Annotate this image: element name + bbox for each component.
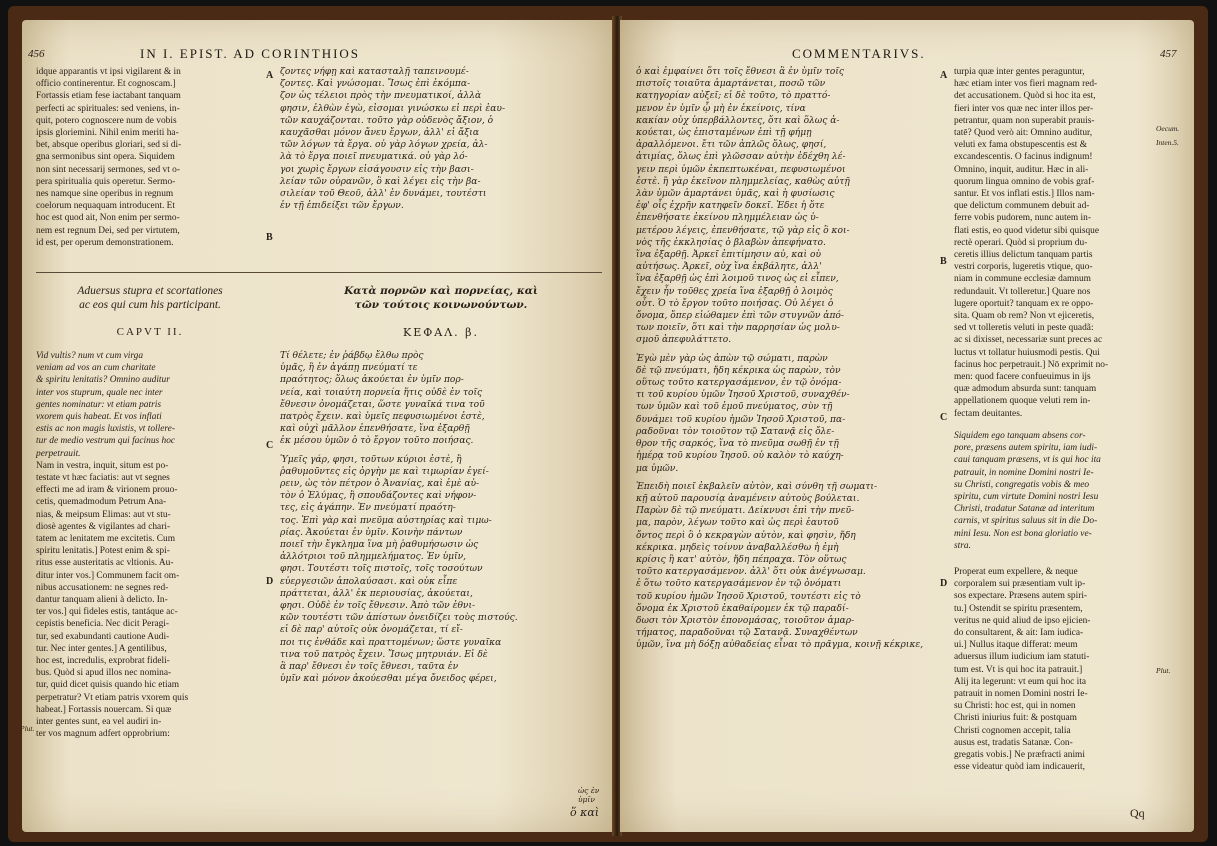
margin-note-greek: ὡς ἐν ὑμῖν: [578, 786, 600, 804]
text-line: ρίας. Ἀκούεται ἐν ὑμῖν. Κοινὴν πάντων: [280, 527, 463, 538]
text-line: facinus hoc perpetrauit.] Nō exprimit no-: [954, 359, 1109, 370]
text-line: nias, & meipsum Elimas: aut vt stu-: [36, 509, 171, 520]
text-line: ὑμᾶς, ἢ ἐν ἀγάπῃ πνεύματί τε: [280, 363, 418, 374]
text-line: τοῦτο κατεργασάμενον. ἀλλ' ὅτι οὐκ ἀνέγνωσαμ.: [636, 567, 866, 578]
text-line: τῶν καυχάζονται. τοῦτο γὰρ οὐδενὸς ἄξιον, ὁ: [280, 115, 494, 126]
text-line: stra.: [954, 540, 971, 551]
margin-letter-a: A: [266, 70, 274, 81]
text-line: excandescentis. O facinus indignum!: [954, 152, 1093, 163]
caput-latin: CAPVT II.: [116, 326, 184, 338]
text-line: ἐν τῇ ἐπιδείξει τῶν ἔργων.: [280, 201, 404, 212]
text-line: veniam ad vos an cum charitate: [36, 363, 156, 374]
text-line: Τί θέλετε; ἐν ῥάβδῳ ἔλθω πρὸς: [280, 351, 424, 361]
text-line: caui tanquam præsens, vt is qui hoc ita: [954, 455, 1101, 466]
greek-column-top: [280, 66, 602, 212]
text-line: quorum lingua omnino de vobis graf-: [954, 176, 1095, 187]
text-line: ἵνα ἐξαρθῇ ὡς ἐπὶ λοιμοῦ τινος ὡς εἰ εἶπεν,: [636, 274, 839, 285]
latin-column-top: [954, 66, 1152, 420]
text-line: ἔχειν ἦν τοῦθες χρεία ἵνα ἐξαρθῇ ὁ λοιμὸς: [636, 286, 833, 297]
text-line: gregatis vobis.] Ne præfracti animi: [954, 750, 1085, 761]
text-line: σμοῦ ἀπεφυλάττετο.: [636, 335, 732, 346]
text-line: tatē? Quod verò ait: Omnino auditur,: [954, 128, 1093, 139]
text-line: οὗτ. Ὁ τὸ ἔργον τοῦτο ποιήσας. Οὐ λέγει ὁ: [636, 298, 834, 309]
text-line: aduersus illum iudicium iam statuti-: [954, 652, 1090, 663]
text-line: λὰν ὑμῶν ἀμαρτάνει ὑμᾶς, καὶ ἡ φυσίωσις: [636, 189, 835, 200]
greek-column: [636, 66, 936, 652]
text-line: do consultarent, & ait: Iam iudica-: [954, 628, 1084, 639]
text-line: nem est regnum Dei, sed per virtutem,: [36, 225, 180, 236]
title-line: ac eos qui cum his participant.: [79, 299, 221, 311]
text-line: ter vos.] qui fideles estis, tantáque ac-: [36, 607, 178, 618]
text-line: ritus esse austeritatis ac vltionis. Au-: [36, 558, 174, 569]
text-line: ἐπενθήσατε ἐκείνου πλημμέλειαν ὡς ὑ-: [636, 213, 819, 224]
text-line: ἀλλότριοι τοῦ πλημμελήματος. Ἐν ὑμῖν,: [280, 552, 467, 563]
section-title-greek: [280, 284, 602, 312]
caput-greek: ΚΕΦΑΛ. β.: [402, 326, 479, 339]
text-line: κακίαν οὐχ ὑπερβάλλοντες, ὅτι καὶ ὅλως ἀ-: [636, 115, 840, 126]
text-line: rectè operari. Quòd si proprium du-: [954, 237, 1088, 248]
text-line: tur, quid dicet quisis quando hic etiam: [36, 680, 180, 691]
text-line: ζοντες. Καὶ γνώσομαι. Ἴσως ἐπὶ ἐκόμπα-: [280, 79, 471, 90]
text-line: τήματος, παραδοῦναι τῷ Σατανᾷ. Συναχθέντων: [636, 628, 858, 639]
text-line: Christi cognomen accepit, talia: [954, 725, 1071, 736]
text-line: εὐεργεσιῶν ἀπολαύσασι. καὶ οὐκ εἶπε: [280, 576, 458, 587]
text-line: ρειν, ὡς τὸν πέτρον ὁ Ἀνανίας, καὶ ἐμὲ αὐ-: [280, 479, 480, 490]
catchword: ὅ καὶ: [570, 806, 600, 819]
text-line: ac si dixisset, necessariæ sunt preces ac: [954, 335, 1103, 346]
text-line: ter vos magnum adfert opprobrium:: [36, 729, 170, 740]
text-line: carnis, vt spiritus saluus sit in die Do-: [954, 516, 1098, 527]
page-number: 457: [1160, 48, 1177, 60]
text-line: τες, εἰς ἀγάπην. Ἐν πνεύματί πραότη-: [280, 503, 456, 514]
margin-letter-d: D: [940, 578, 948, 589]
running-head: IN I. EPIST. AD CORINTHIOS: [140, 46, 361, 61]
text-line: ζον ὡς τέλειοι πρὸς τὴν πνευματικοί, ἀλλὰ: [280, 91, 482, 102]
text-line: ὄντος περὶ ὃ ὁ κεκραγὼν αὐτὸν, καὶ φησὶν, ἤδη: [636, 530, 856, 541]
text-line: quæ admodum absurda sunt: tanquam: [954, 384, 1097, 395]
text-line: φησιν, ἐλθὼν ἐγὼ, εἰσομαι γινώσκω εἰ περὶ ἑαυ-: [280, 103, 506, 114]
margin-note-plut: Plut.: [1156, 666, 1171, 675]
text-line: perpetrauit.: [36, 448, 81, 459]
margin-letter-c: C: [266, 440, 274, 451]
text-line: luctus vt tollatur huiusmodi pestis. Qui: [954, 347, 1100, 358]
text-line: su Christi, congregatis vobis & meo: [954, 479, 1090, 490]
latin-italic-text: [954, 430, 1152, 552]
text-line: testate vt hæc faciatis: aut vt segnes: [36, 473, 170, 484]
text-line: δὲ τῷ πνεύματι, ἤδη κέκρικα ὡς παρὼν, τὸν: [636, 365, 841, 376]
text-line: corporalem sui præsentiam vult ip-: [954, 579, 1086, 590]
text-line: mini Iesu. Non est bona gloriatio ve-: [954, 528, 1092, 539]
text-line: Παρὼν δὲ τῷ πνεύματι. Δείκνυσι ἐπὶ τὴν πνεῦ-: [636, 506, 855, 517]
running-head: COMMENTARIVS.: [792, 46, 926, 61]
margin-letter-d: D: [266, 576, 274, 587]
text-line: appellationem quoque veluti rem in-: [954, 396, 1091, 407]
text-line: estis ac non magis luxistis, vt tollere-: [36, 424, 175, 435]
text-line: ipsis gloriemini. Nihil enim meriti ha-: [36, 128, 179, 139]
text-line: τῶν λόγων τὰ ἔργα. οὐ γὰρ λόγων χρεία, ἀλ-: [280, 140, 488, 151]
text-line: ἡμέρᾳ τοῦ κυρίου Ἰησοῦ. οὐ καλὸν τὸ καύχη-: [636, 451, 844, 462]
text-line: ῥαθυμοῦντες εἰς ὀργὴν με καὶ τιμωρίαν ἐγεί-: [280, 466, 489, 477]
text-line: νὸς τῆς ἐκκλησίας ὁ βλαβὼν ἀπεφήνατο.: [636, 237, 826, 248]
text-line: effecti me ad iram & virionem prouo-: [36, 485, 178, 496]
text-line: Christi, tradatur Satanæ ad interitum: [954, 504, 1095, 515]
text-line: dantur tanquam alieni à delicto. In-: [36, 595, 168, 606]
text-line: των ὑμῶν καὶ τοῦ ἐμοῦ πνεύματος, σὺν τῇ: [636, 402, 833, 413]
text-line: τὸν ὁ Ἐλύμας, ἢ σπουδάζοντες καὶ νήφον-: [280, 491, 477, 502]
text-line: κέκρικα. μηδεὶς τοίνυν ἀναβαλλέσθω ἡ ἐμὴ: [636, 542, 839, 553]
text-line: det accusationem. Quòd si hoc ita est,: [954, 91, 1096, 102]
text-line: perpetratur? Vt etiam patris vxorem quis: [36, 692, 189, 703]
text-line: turpia quæ inter gentes peraguntur,: [954, 67, 1085, 77]
text-line: Siquidem ego tanquam absens cor-: [954, 431, 1086, 441]
text-line: su Christi: hoc est, qui in nomen: [954, 701, 1076, 712]
text-line: vestri corporis, lugeretis vtique, quo-: [954, 262, 1093, 273]
text-line: tur, sed exabundanti cautione Audi-: [36, 631, 170, 642]
text-line: Alij ita legerunt: vt eum qui hoc ita: [954, 676, 1087, 687]
text-line: idque apparantis vt ipsi vigilarent & in: [36, 67, 181, 77]
text-line: sita. Quam ob rem? Non vt ejiceretis,: [954, 311, 1095, 322]
text-line: cetis, quemadmodum Petrum Ana-: [36, 497, 167, 508]
text-line: ausus est, tradatis Satanæ. Con-: [954, 737, 1073, 748]
section-title-latin: [36, 284, 264, 312]
text-line: των ποιεῖν, ὅτι καὶ τὴν παρρησίαν ὡς μολυ-: [636, 323, 840, 334]
text-line: ὄνομα ἐκ Χριστοῦ ἐκαθαίρομεν ἐκ τῷ παραδί-: [636, 603, 849, 614]
catchword: Qq: [1130, 806, 1145, 820]
margin-letter-b: B: [940, 256, 947, 267]
text-line: hoc est quod ait, Non enim per sermo-: [36, 213, 180, 224]
text-line: gna sermonibus sint opera. Siquidem: [36, 152, 175, 163]
text-line: cepistis beneficia. Nec dicit Peragi-: [36, 619, 170, 630]
text-line: Ἐγὼ μὲν γὰρ ὡς ἀπὼν τῷ σώματι, παρὼν: [636, 353, 828, 364]
text-line: ποι τις ἐνθάδε καὶ πραττομένων; ὥστε γυναῖκα: [280, 637, 502, 648]
text-line: Nam in vestra, inquit, situm est po-: [36, 460, 169, 471]
text-line: sos expectare. Præsens autem spiri-: [954, 591, 1088, 602]
text-line: αὐτήσως. Ἀρκεῖ, οὐχ ἵνα ἐκβάλητε, ἀλλ': [636, 262, 822, 273]
text-line: καὶ οὐχὶ μᾶλλον ἐπενθήσατε, ἵνα ἐξαρθῇ: [280, 424, 470, 435]
text-line: perfecti ac spirituales: sed veniens, in-: [36, 103, 180, 114]
text-line: δυνάμει τοῦ κυρίου ἡμῶν Ἰησοῦ Χριστοῦ, πα-: [636, 414, 846, 425]
text-line: γοι χωρὶς ἔργων εἰσάγουσιν εἰς τὴν βασι-: [280, 164, 474, 175]
text-line: tur de medio vestrum qui facinus hoc: [36, 436, 176, 447]
title-line: τῶν τούτοις κοινωνούντων.: [354, 299, 528, 311]
text-line: redundauit. Vt tolleretur.] Quare nos: [954, 286, 1091, 297]
text-line: λὰ τὸ ἔργα ποιεῖ πνευματικά. οὐ γὰρ λό-: [280, 152, 468, 163]
text-line: hoc est, incredulis, exprobrat fideli-: [36, 656, 170, 667]
latin-column-top: [36, 66, 264, 249]
text-line: spiritu, cum virtute Domini nostri Iesu: [954, 492, 1099, 503]
text-line: gentes nominatur: vt etiam patris: [36, 399, 161, 410]
text-line: inter vos stuprum, quale nec inter: [36, 387, 163, 398]
text-line: Vid vultis? num vt cum virga: [36, 351, 144, 361]
text-line: spiritu lenitatis.] Potest enim & spi-: [36, 546, 170, 557]
text-line: ὑμῶν, ἵνα μὴ δόξῃ αὐθαδείας εἶναι τὸ πρᾶγμα, κοινῇ κέκρικε,: [636, 640, 924, 651]
text-line: ραδοῦναι τὸν τοιοῦτον τῷ Σατανᾷ εἰς ὄλε-: [636, 426, 835, 437]
text-line: οὕτως τοῦτο κατεργασάμενον, ἐν τῷ ὀνόμα-: [636, 378, 842, 389]
text-line: ceretis illius delictum tanquam partis: [954, 250, 1093, 261]
text-line: santur. Et vos inflati estis.] Illos nam-: [954, 189, 1095, 200]
text-line: κῶν τουτέστι τῶν ἀπίστων ὀνειδίζει τοὺς πιστούς.: [280, 613, 518, 624]
text-line: κρίσις ἢ κατ' αὐτὸν, ἤδη πέπραχα. Τὸν οὕτως: [636, 554, 847, 565]
text-line: καυχᾶσθαι μόνον ἄνευ ἔργων, ἀλλ' εἰ ἄξια: [280, 128, 479, 139]
text-line: ἔθνεσιν ὀνομάζεται, ὥστε γυναῖκά τινα τοῦ: [280, 399, 485, 410]
book-spread: [8, 6, 1208, 842]
text-line: θρον τῆς σαρκός, ἵνα τὸ πνεῦμα σωθῇ ἐν τῇ: [636, 439, 839, 450]
text-line: tu.] Ostendit se spiritu præsentem,: [954, 603, 1083, 614]
greek-column-bottom: [280, 350, 602, 685]
text-line: ὄνομα, ὅπερ εἰώθαμεν ἐπὶ τῶν στυγνῶν ἀπό-: [636, 311, 844, 322]
text-line: φησι. Οὐδὲ ἐν τοῖς ἔθνεσιν. Ἀπὸ τῶν ἐθνι-: [280, 601, 476, 612]
text-line: ὑμῖν καὶ μόνον ἀκούεσθαι μέγα ὄνειδος φέρει,: [280, 674, 497, 685]
text-line: pore, præsens autem spiritu, iam iudi-: [954, 443, 1098, 454]
text-line: τι τοῦ κυρίου ὑμῶν Ἰησοῦ Χριστοῦ, συναχθέν-: [636, 390, 850, 401]
text-line: τινα τοῦ πατρὸς ἔχειν. Ἴσως μητρυιάν. Εἰ δὲ: [280, 649, 488, 660]
left-page: [22, 20, 614, 832]
text-line: ἐ ὅτω τοῦτο κατεργασάμενον ἐν τῷ ὀνόματι: [636, 579, 842, 590]
text-line: μετέρου λέγεις, ἐπενθήσατε, τῷ γὰρ εἰς ὃ κοι-: [636, 225, 850, 236]
text-line: vxorem quis habeat. Et vos inflati: [36, 412, 162, 423]
text-line: men: quod facere confueuimus in ijs: [954, 372, 1091, 383]
text-line: non sint necessarij sermones, sed vt o-: [36, 164, 180, 175]
page-number: 456: [28, 48, 45, 60]
text-line: Properat eum expellere, & neque: [954, 567, 1078, 577]
margin-letter-c: C: [940, 412, 948, 423]
text-line: lugere oportuit? tanquam ex re oppo-: [954, 298, 1094, 309]
text-line: μα ὑμῶν.: [636, 463, 679, 474]
text-line: id est, per operum demonstrationem.: [36, 237, 174, 248]
text-line: & spiritu lenitatis? Omnino auditur: [36, 375, 170, 386]
text-line: γειν περὶ ὑμῶν ἐκπεπτωκέναι, πεφυσιωμένοι: [636, 164, 846, 175]
text-line: habeat.] Fortassis nouercam. Si quæ: [36, 704, 172, 715]
text-line: τος. Ἐπὶ γὰρ καὶ πνεῦμα αὐστηρίας καὶ τιμω-: [280, 515, 492, 526]
text-line: δωσι τὸν Χριστὸν ἐπονομάσας, τοιοῦτον ἁμαρ-: [636, 615, 855, 626]
title-line: Aduersus stupra et scortationes: [77, 285, 223, 297]
text-line: τοῦ κυρίου ἡμῶν Ἰησοῦ Χριστοῦ, τουτέστι εἰς τὸ: [636, 591, 861, 602]
text-line: λείαν τῶν οὐρανῶν, ὃ καὶ λέγει εἰς τὴν βα-: [280, 176, 481, 187]
text-line: Ἐπειδὴ ποιεῖ ἐκβαλεῖν αὐτὸν, καὶ σύνθη τῇ σωματι-: [636, 481, 878, 492]
text-line: veluti ex fama obstupescentis est &: [954, 140, 1088, 151]
text-line: fieri inter vos quæ nec inter illos per-: [954, 103, 1094, 114]
text-line: ἐκ μέσου ὑμῶν ὁ τὸ ἔργον τοῦτο ποιήσας.: [280, 436, 474, 447]
text-line: pera spiritualia quis operetur. Sermo-: [36, 176, 176, 187]
margin-note-inten: Inten.5.: [1156, 138, 1179, 147]
text-line: tatem ac lenitatem me excitetis. Cum: [36, 534, 176, 545]
text-line: hæc etiam inter vos fieri magnam red-: [954, 79, 1098, 90]
margin-letter-a: A: [940, 70, 948, 81]
section-divider: [36, 272, 602, 273]
margin-note: Plut.: [20, 724, 35, 733]
text-line: bus. Quòd si apud illos nec nomina-: [36, 668, 172, 679]
text-line: Omnino, inquit, auditur. Hæc in ali-: [954, 164, 1089, 175]
text-line: patrauit in nomen Domini nostri Ie-: [954, 689, 1088, 700]
text-line: tur. Nec inter gentes.] A gentilibus,: [36, 643, 167, 654]
text-line: ζοντες νήφῃ καὶ κατασταλῇ ταπεινουμέ-: [280, 67, 469, 77]
text-line: νεία, καὶ τοιαύτη πορνεία ἥτις οὐδὲ ἐν τοῖς: [280, 387, 483, 398]
latin-column-bottom: [36, 350, 264, 741]
text-line: κῇ αὐτοῦ παρουσίᾳ ἀναμένειν αὐτοὺς βούλεται.: [636, 493, 860, 504]
text-line: niam in commune ecclesiæ damnum: [954, 274, 1091, 285]
text-line: inter gentes sunt, ea vel audiri in-: [36, 717, 162, 728]
text-line: πραότητος; ὅλως ἀκούεται ἐν ὑμῖν πορ-: [280, 375, 464, 386]
text-line: esse videatur quòd iam indicauerit,: [954, 762, 1085, 773]
margin-letter-b: B: [266, 232, 273, 243]
text-line: πιστοῖς τοιαῦτα ἀμαρτάνεται, ποσῶ τῶν: [636, 79, 826, 90]
text-line: diosè agentes & vigilantes ad chari-: [36, 521, 171, 532]
text-line: coelorum nequaquam introducent. Et: [36, 201, 176, 212]
text-line: σιλείαν τοῦ Θεοῦ, ἀλλ' ἐν δυνάμει, τουτέστι: [280, 189, 487, 200]
text-line: μενον ἐν ὑμῖν ᾧ μὴ ἐν ἐκείνοις, τίνα: [636, 103, 806, 114]
text-line: πράττεται, ἀλλ' ἐκ περιουσίας, ἀκούεται,: [280, 588, 473, 599]
text-line: flati estis, eo quod videtur sibi quisque: [954, 225, 1100, 236]
text-line: sed vt tolleretis veluti in peste quadã:: [954, 323, 1094, 334]
text-line: μα, παρὸν, λέγων τοῦτο καὶ ὡς περὶ ἑαυτοῦ: [636, 518, 839, 529]
text-line: quit, potero cognoscere num de vobis: [36, 115, 177, 126]
text-line: veritus ne quid aliud de ipso ejicien-: [954, 615, 1091, 626]
text-line: φησι. Τουτέστι τοῖς πιστοῖς, τοῖς τοσούτων: [280, 564, 483, 575]
text-line: ὁ καὶ ἐμφαίνει ὅτι τοῖς ἔθνεσι ἃ ἐν ὑμῖν τοῖς: [636, 67, 845, 77]
text-line: κούεται, ὡς ἐπισταμένων ἐπὶ τῇ φήμῃ: [636, 128, 812, 139]
text-line: ἀραλλόμενοι. ἔτι τῶν ἁπλῶς ὅλως, φησί,: [636, 140, 827, 151]
title-line: Κατὰ πορνῶν καὶ πορνείας, καὶ: [344, 285, 538, 297]
text-line: bet, absque operibus gloriari, sed si di-: [36, 140, 182, 151]
text-line: nibus accusationem: ne segnes red-: [36, 582, 169, 593]
text-line: officio continerentur. Et cognoscam.]: [36, 79, 176, 90]
text-line: ἃ παρ' ἔθνεσι ἐν τοῖς ἔθνεσι, ταῦτα ἐν: [280, 662, 459, 673]
text-line: ui.] Nullus itaque differat: meum: [954, 640, 1078, 651]
text-line: nes namque sine operibus in regnum: [36, 189, 174, 200]
text-line: que delictum communem debuit ad-: [954, 201, 1090, 212]
text-line: ferre vobis pudorem, nunc autem in-: [954, 213, 1091, 224]
text-line: Christi iniurius fuit: & postquam: [954, 713, 1077, 724]
margin-note-oecum: Oecum.: [1156, 124, 1180, 133]
text-line: fectam deuitantes.: [954, 408, 1023, 419]
text-line: εἰ δὲ παρ' αὐτοῖς οὐκ ὀνομάζεται, τί εἴ-: [280, 625, 463, 636]
text-line: petrantur, quam non superabit prauis-: [954, 115, 1095, 126]
text-line: κατηγορίαν αὐξεῖ; εἰ δὲ τοῦτο, τὸ πραττό-: [636, 91, 831, 102]
right-page: [620, 20, 1194, 832]
text-line: Fortassis etiam fese iactabant tanquam: [36, 91, 181, 102]
text-line: ἵνα ἐξαρθῇ. Ἀρκεῖ ἐπιτίμησιν αὐ, καὶ οὐ: [636, 250, 822, 261]
text-line: ἀτιμίας, ὅλως ἐπὶ γλῶσσαν αὐτὴν ἐδέχθη λέ-: [636, 152, 846, 163]
text-line: Ὑμεῖς γάρ, φησι, τοῦτων κύριοι ἐστὲ, ἢ: [280, 454, 462, 465]
text-line: ποιεῖ τὴν ἔγκλημα ἵνα μὴ ῥαθυμήσωσιν ὡς: [280, 540, 479, 551]
text-line: ἐστὲ. ἢ γὰρ ἐκεῖνον πλημμελείας, καθὼς αὐτῇ: [636, 176, 850, 187]
text-line: patrauit, in nomine Domini nostri Ie-: [954, 467, 1094, 478]
text-line: tum est. Vt is qui hoc ita patrauit.]: [954, 664, 1083, 675]
latin-column-bottom: [954, 566, 1152, 773]
text-line: ἐφ' οἷς ἐχρῆν κατηφεῖν δοκεῖ. Ἐδει ἡ ὅτε: [636, 201, 825, 212]
text-line: ditur inter vos.] Communem facit om-: [36, 570, 180, 581]
text-line: πατρὸς ἔχειν. καὶ ὑμεῖς πεφυσιωμένοι ἐστὲ,: [280, 412, 485, 423]
